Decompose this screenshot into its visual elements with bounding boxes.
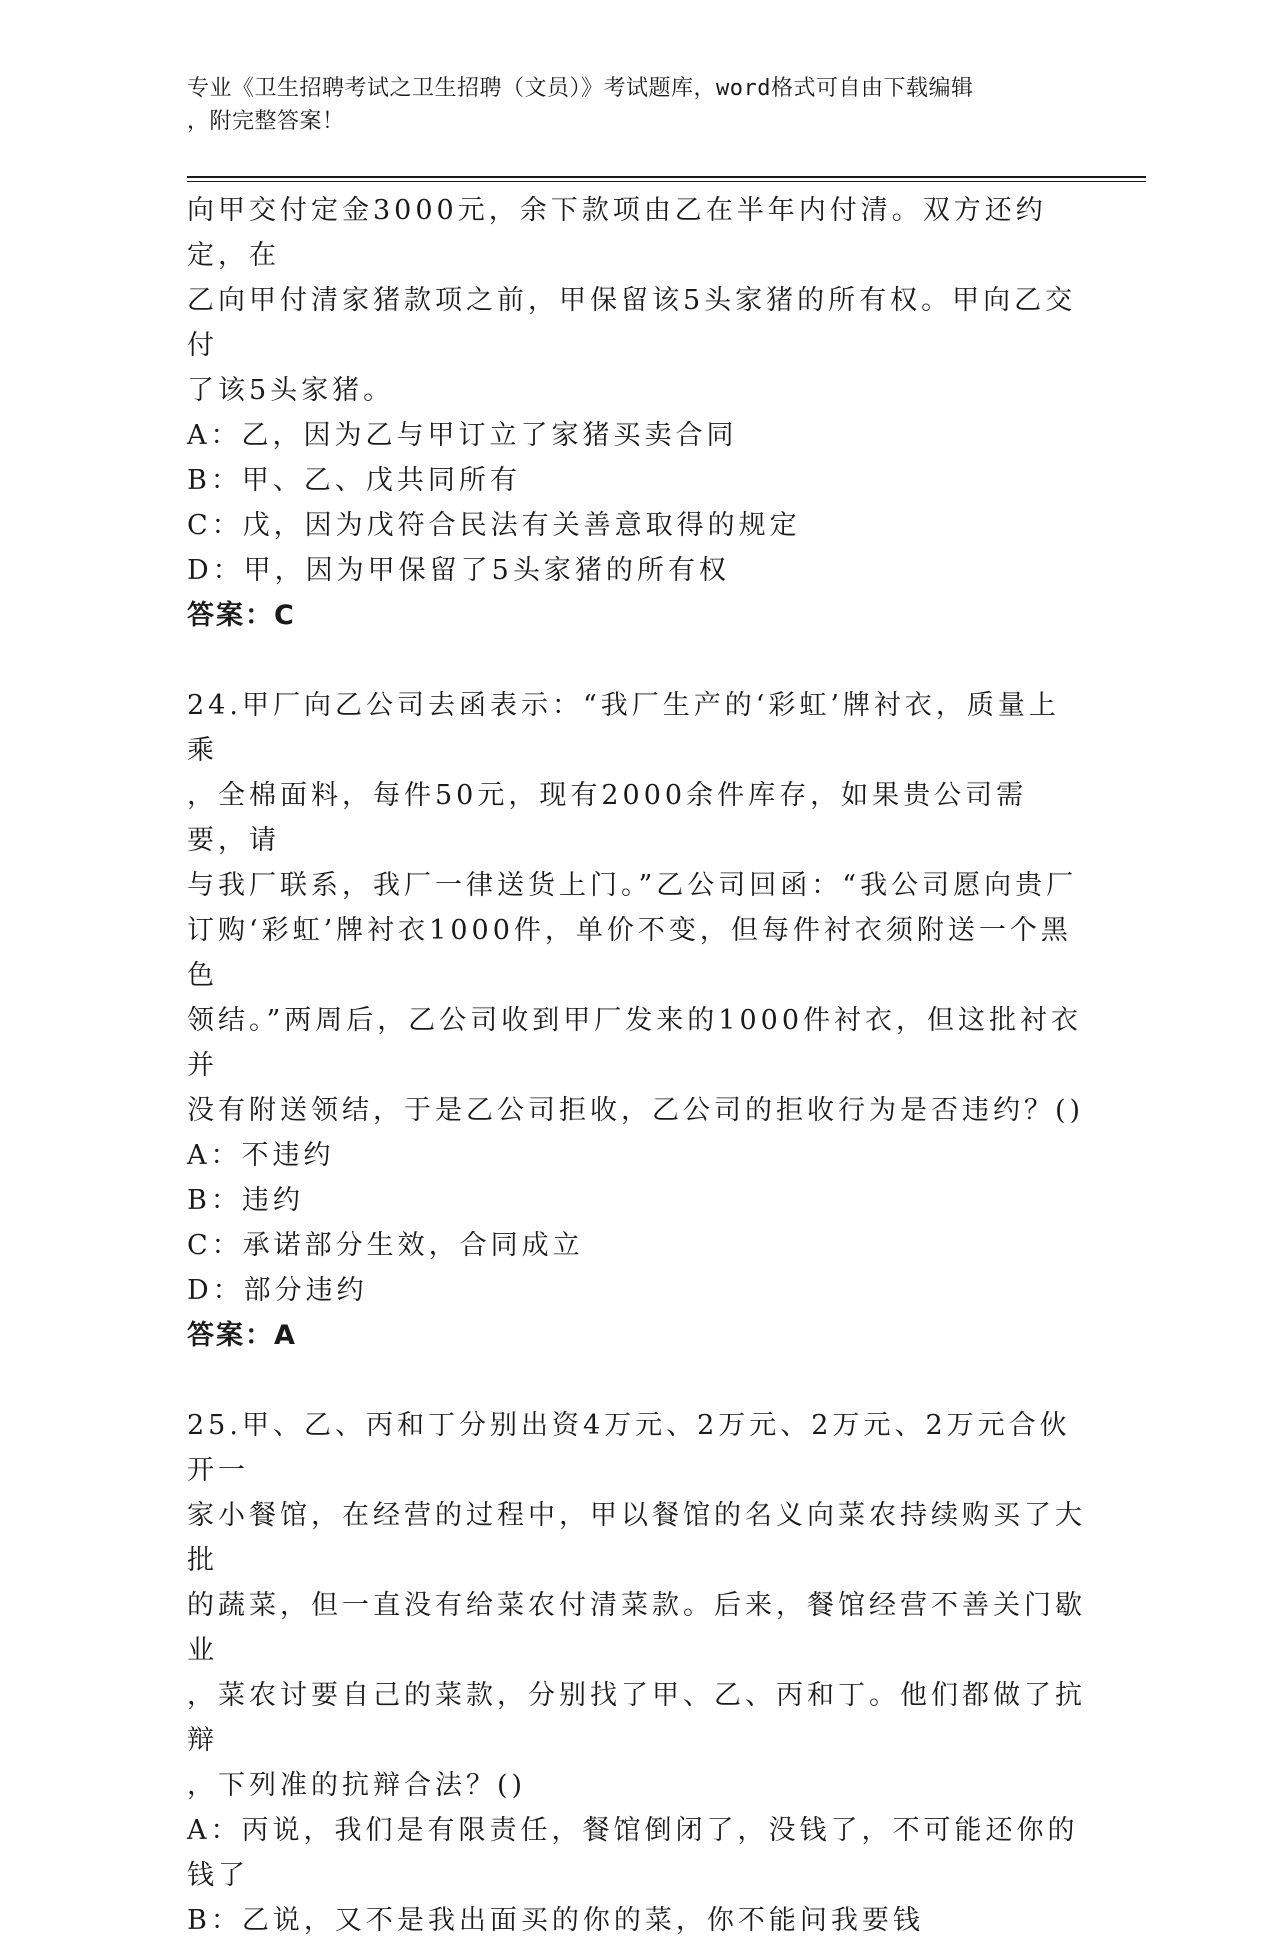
header-divider-thin bbox=[187, 181, 1146, 182]
question-content bbox=[187, 188, 1087, 1943]
option-b: B：乙说，又不是我出面买的你的菜，你不能问我要钱 bbox=[187, 1905, 924, 1936]
option-c: C：承诺部分生效，合同成立 bbox=[187, 1230, 584, 1261]
question-text-line: 向甲交付定金3000元，余下款项由乙在半年内付清。双方还约定，在 bbox=[187, 195, 1047, 271]
question-text-line: ，下列准的抗辩合法？() bbox=[187, 1770, 527, 1801]
question-text-line: 订购‘彩虹’牌衬衣1000件，单价不变，但每件衬衣须附送一个黑色 bbox=[187, 915, 1072, 991]
option-b: B：甲、乙、戊共同所有 bbox=[187, 465, 521, 496]
question-text-line: ，全棉面料，每件50元，现有2000余件库存，如果贵公司需要，请 bbox=[187, 780, 1028, 856]
spacer bbox=[187, 1358, 1087, 1403]
option-b: B：违约 bbox=[187, 1185, 304, 1216]
option-a: A：乙，因为乙与甲订立了家猪买卖合同 bbox=[187, 420, 738, 451]
question-text-line: 25.甲、乙、丙和丁分别出资4万元、2万元、2万元、2万元合伙开一 bbox=[187, 1410, 1071, 1486]
header-line-2: ，附完整答案！ bbox=[187, 109, 345, 134]
question-text-line: 家小餐馆，在经营的过程中，甲以餐馆的名义向菜农持续购买了大批 bbox=[187, 1500, 1086, 1576]
question-text-line: 没有附送领结，于是乙公司拒收，乙公司的拒收行为是否违约？() bbox=[187, 1095, 1085, 1126]
document-header bbox=[187, 72, 1067, 138]
question-text-line: 领结。”两周后，乙公司收到甲厂发来的1000件衬衣，但这批衬衣并 bbox=[187, 1005, 1083, 1081]
question-text-line: 乙向甲付清家猪款项之前，甲保留该5头家猪的所有权。甲向乙交付 bbox=[187, 285, 1077, 361]
option-a: A：丙说，我们是有限责任，餐馆倒闭了，没钱了，不可能还你的钱了 bbox=[187, 1815, 1079, 1891]
header-divider-thick bbox=[187, 176, 1146, 178]
header-line-1: 专业《卫生招聘考试之卫生招聘（文员）》考试题库，word格式可自由下载编辑 bbox=[187, 76, 974, 101]
question-text-line: ，菜农讨要自己的菜款，分别找了甲、乙、丙和丁。他们都做了抗辩 bbox=[187, 1680, 1086, 1756]
answer-label: 答案：A bbox=[187, 1320, 297, 1351]
option-d: D：甲，因为甲保留了5头家猪的所有权 bbox=[187, 555, 730, 586]
question-text-line: 与我厂联系，我厂一律送货上门。”乙公司回函：“我公司愿向贵厂 bbox=[187, 870, 1078, 901]
option-c: C：戊，因为戊符合民法有关善意取得的规定 bbox=[187, 510, 801, 541]
spacer bbox=[187, 638, 1087, 683]
question-text-line: 24.甲厂向乙公司去函表示：“我厂生产的‘彩虹’牌衬衣，质量上乘 bbox=[187, 690, 1060, 766]
question-text-line: 的蔬菜，但一直没有给菜农付清菜款。后来，餐馆经营不善关门歇业 bbox=[187, 1590, 1086, 1666]
option-a: A：不违约 bbox=[187, 1140, 335, 1171]
question-text-line: 了该5头家猪。 bbox=[187, 375, 395, 406]
option-d: D：部分违约 bbox=[187, 1275, 368, 1306]
answer-label: 答案：C bbox=[187, 600, 296, 631]
